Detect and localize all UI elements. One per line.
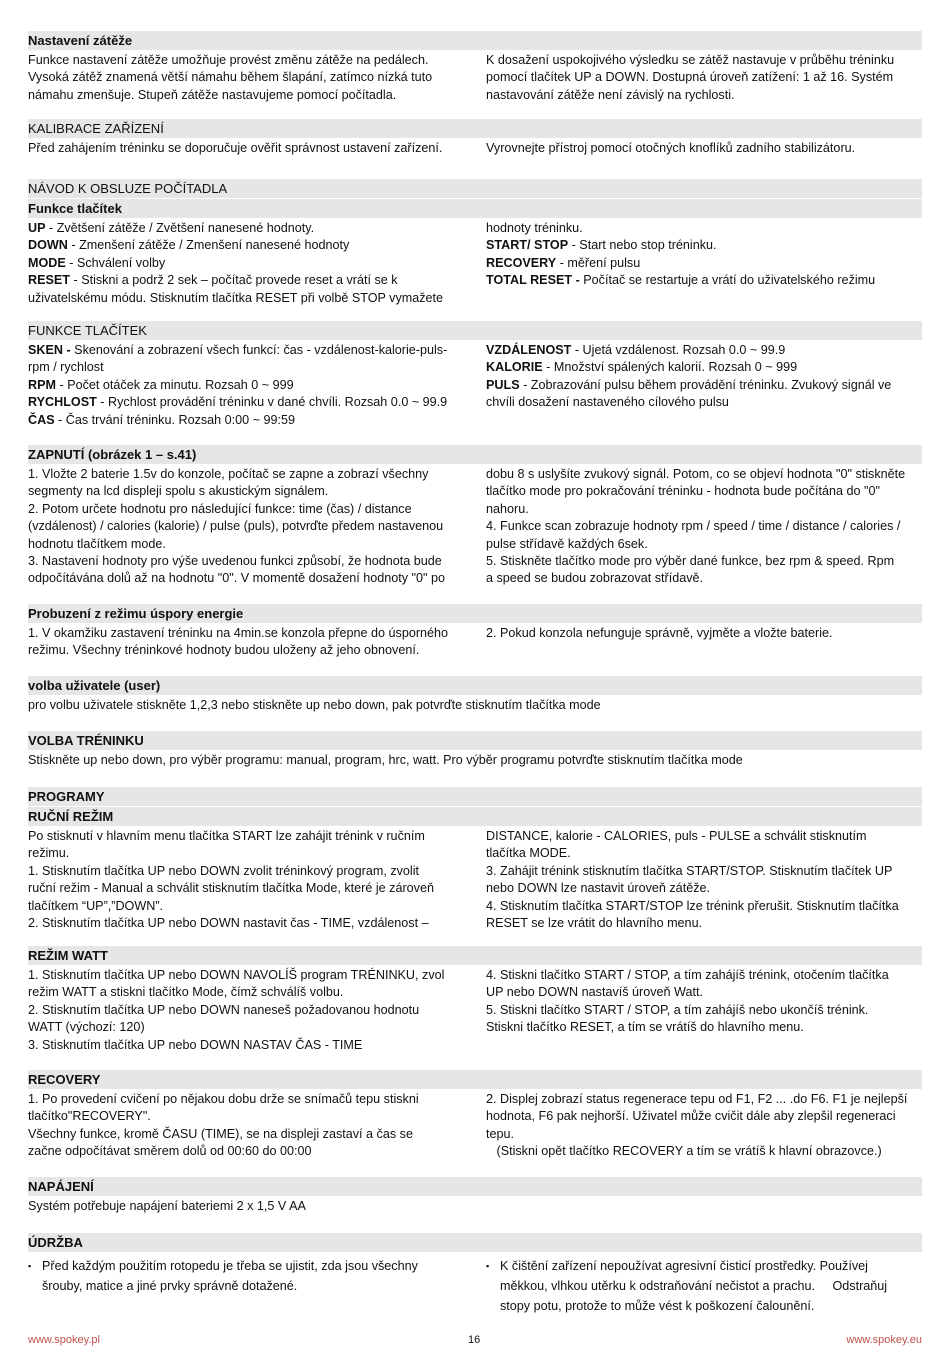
section-wake-up bbox=[28, 603, 922, 660]
key-term: START/ STOP bbox=[486, 238, 569, 253]
section-text: Stiskněte up nebo down, pro výběr programu: manual, program, hrc, watt. Pro výběr programu potvrďte stisknutím tlačítka mode bbox=[28, 753, 743, 767]
text-line: 3. Zahájit trénink stisknutím tlačítka START/STOP. Stisknutím tlačítek UP bbox=[486, 863, 893, 878]
text-line: RESET se lze vrátit do hlavního menu. bbox=[486, 916, 703, 931]
text-line bbox=[486, 272, 922, 289]
bullet-text bbox=[42, 1256, 418, 1296]
key-term: VZDÁLENOST bbox=[486, 343, 572, 357]
key-term: UP bbox=[28, 221, 46, 235]
text-line bbox=[486, 255, 922, 272]
text-line: tlačítko mode pro pokračování tréninku - hodnota bude počítána do "0" bbox=[486, 484, 881, 499]
key-term: RPM bbox=[28, 377, 56, 392]
key-desc: uživatelskému módu. Stisknutím tlačítka RESET při volbě STOP vymažete bbox=[28, 290, 444, 305]
key-term: KALORIE bbox=[486, 360, 543, 375]
text-line: šrouby, matice a jiné prvky správně dotažené. bbox=[42, 1279, 298, 1293]
section-watt-mode bbox=[28, 945, 922, 1054]
text-line: nebo DOWN lze nastavit úroveň zátěže. bbox=[486, 881, 710, 896]
text-line: DISTANCE, kalorie - CALORIES, puls - PULSE a schválit stisknutím bbox=[486, 829, 867, 843]
left-column bbox=[28, 220, 464, 307]
text-line: WATT (výchozí: 120) bbox=[28, 1020, 145, 1035]
section-heading: volba uživatele (user) bbox=[28, 676, 922, 695]
left-column bbox=[28, 342, 464, 429]
key-desc: Skenování a zobrazení všech funkcí: čas - vzdálenost-kalorie-puls- bbox=[70, 343, 448, 357]
section-text: pro volbu uživatele stiskněte 1,2,3 nebo stiskněte up nebo down, pak potvrďte stisknutím tlačítka mode bbox=[28, 698, 601, 712]
text-line: tlačítko"RECOVERY". bbox=[28, 1109, 151, 1124]
left-column bbox=[28, 140, 464, 157]
text-line: 1. Vložte 2 baterie 1.5v do konzole, počítač se zapne a zobrazí všechny bbox=[28, 467, 429, 481]
right-column bbox=[486, 140, 922, 157]
section-training-select bbox=[28, 730, 922, 769]
bullet-text bbox=[500, 1256, 887, 1316]
right-column bbox=[486, 220, 922, 307]
text-line: pomocí tlačítek UP a DOWN. Dostupná úroveň zatížení: 1 až 16. Systém bbox=[486, 70, 894, 85]
text-line bbox=[486, 237, 922, 254]
text-line: (vzdálenost) / calories (kalorie) / pulse (puls), potvrďte předem nastavenou bbox=[28, 519, 444, 534]
section-counter-manual bbox=[28, 178, 922, 307]
right-column bbox=[486, 1091, 922, 1161]
right-column bbox=[486, 967, 922, 1054]
text-line: a speed se budou zobrazovat střídavě. bbox=[486, 571, 704, 586]
section-heading: ÚDRŽBA bbox=[28, 1233, 922, 1252]
text-line: hodnota, F6 pak nejhorší. Uživatel může cvičit dále aby zlepšil regeneraci bbox=[486, 1109, 896, 1124]
text-line: (Stiskni opět tlačítko RECOVERY a tím se vrátíš k hlavní obrazovce.) bbox=[486, 1144, 882, 1159]
key-desc: - Čas trvání tréninku. Rozsah 0:00 ~ 99:59 bbox=[54, 412, 296, 427]
key-desc: - Ujetá vzdálenost. Rozsah 0.0 ~ 99.9 bbox=[571, 343, 786, 357]
left-column bbox=[28, 1091, 464, 1161]
text-line: námahu zmenšuje. Stupeň zátěže nastavujeme pomocí počítadla. bbox=[28, 87, 397, 102]
text-line: Před každým použitím rotopedu je třeba se ujistit, zda jsou všechny bbox=[42, 1259, 418, 1273]
text-line bbox=[28, 272, 464, 289]
text-line: Po stisknutí v hlavním menu tlačítka START lze zahájit trénink v ručním bbox=[28, 829, 425, 843]
text-line: 2. Stisknutím tlačítka UP nebo DOWN naneseš požadovanou hodnotu bbox=[28, 1002, 420, 1017]
text-line: režimu. Všechny tréninkové hodnoty budou uloženy až jeho obnovení. bbox=[28, 643, 420, 658]
bullet-item bbox=[486, 1256, 922, 1316]
text-line: nastavování zátěže není závislý na rychlosti. bbox=[486, 87, 735, 102]
key-desc: - Zvětšení zátěže / Zvětšení nanesené hodnoty. bbox=[45, 221, 315, 235]
section-heading: PROGRAMY bbox=[28, 787, 922, 806]
text-line bbox=[486, 342, 922, 359]
footer-link-eu[interactable]: www.spokey.eu bbox=[846, 1334, 922, 1346]
text-line bbox=[28, 255, 464, 272]
key-desc: - Zmenšení zátěže / Zmenšení nanesené hodnoty bbox=[67, 238, 350, 253]
text-line: 4. Stisknutím tlačítka START/STOP lze trénink přerušit. Stisknutím tlačítka bbox=[486, 898, 899, 913]
text-line: stopy potu, protože to může vést k poškození čalounění. bbox=[500, 1299, 815, 1313]
page-number: 16 bbox=[468, 1334, 481, 1346]
key-term: MODE bbox=[28, 255, 66, 270]
section-heading: Probuzení z režimu úspory energie bbox=[28, 604, 922, 623]
text-line: 5. Stiskněte tlačítko mode pro výběr dané funkce, bez rpm & speed. Rpm bbox=[486, 554, 895, 569]
key-term: RYCHLOST bbox=[28, 395, 97, 410]
bullet-icon: ▪ bbox=[486, 1261, 490, 1271]
key-term: TOTAL RESET - bbox=[486, 273, 580, 288]
text-line bbox=[28, 377, 464, 394]
text-line: Vysoká zátěž znamená větší námahu během šlapání, zatímco nízká tuto bbox=[28, 70, 433, 85]
text-line bbox=[28, 412, 464, 429]
text-line: 4. Funkce scan zobrazuje hodnoty rpm / speed / time / distance / calories / bbox=[486, 519, 901, 534]
key-term: SKEN - bbox=[28, 343, 71, 357]
right-column bbox=[486, 342, 922, 429]
text-line: režimu. bbox=[28, 846, 70, 861]
footer-link-pl[interactable]: www.spokey.pl bbox=[28, 1334, 100, 1346]
text-line: dobu 8 s uslyšíte zvukový signál. Potom, co se objeví hodnota "0" stiskněte bbox=[486, 467, 906, 481]
section-subheading: RUČNÍ REŽIM bbox=[28, 807, 922, 826]
text-line: K čištění zařízení nepoužívat agresivní čisticí prostředky. Používej bbox=[500, 1259, 868, 1273]
section-maintenance bbox=[28, 1232, 922, 1316]
text-line: UP nebo DOWN nastavíš úroveň Watt. bbox=[486, 985, 703, 1000]
section-user-select bbox=[28, 675, 922, 714]
text-line: 2. Potom určete hodnotu pro následující funkce: time (čas) / distance bbox=[28, 501, 412, 516]
left-column bbox=[28, 1256, 464, 1316]
text-line: Před zahájením tréninku se doporučuje ověřit správnost ustavení zařízení. bbox=[28, 141, 443, 155]
section-calibration bbox=[28, 118, 922, 157]
text-line: 4. Stiskni tlačítko START / STOP, a tím zahájíš trénink, otočením tlačítka bbox=[486, 968, 889, 982]
section-power-supply bbox=[28, 1176, 922, 1215]
key-desc: - měření pulsu bbox=[556, 255, 641, 270]
text-line: 1. Stisknutím tlačítka UP nebo DOWN zvolit tréninkový program, zvolit bbox=[28, 863, 420, 878]
text-line: 1. Po provedení cvičení po nějakou dobu drže se snímačů tepu stiskni bbox=[28, 1092, 419, 1106]
key-desc: chvíli dosažení nastaveného cílového pulsu bbox=[486, 395, 729, 410]
right-column bbox=[486, 828, 922, 932]
text-line: 5. Stiskni tlačítko START / STOP, a tím zahájíš nebo ukončíš trénink. bbox=[486, 1002, 869, 1017]
text-line: 3. Nastavení hodnoty pro výše uvedenou funkci způsobí, že hodnota bude bbox=[28, 554, 442, 569]
text-line: Všechny funkce, kromě ČASU (TIME), se na displeji zastaví a čas se bbox=[28, 1126, 413, 1141]
section-power-on bbox=[28, 444, 922, 588]
text-line: ruční režim - Manual a schválit stisknutím tlačítka Mode, které je zároveň bbox=[28, 881, 434, 896]
section-load-setting bbox=[28, 30, 922, 104]
text-line: Stiskni tlačítko RESET, a tím se vrátíš do hlavního menu. bbox=[486, 1020, 804, 1035]
text-line: režim WATT a stiskni tlačítko Mode, čímž schválíš volbu. bbox=[28, 985, 344, 1000]
key-desc: - Stiskni a podrž 2 sek – počítač provede reset a vrátí se k bbox=[70, 273, 398, 288]
key-term: RECOVERY bbox=[486, 255, 557, 270]
text-line: 2. Stisknutím tlačítka UP nebo DOWN nastavit čas - TIME, vzdálenost – bbox=[28, 916, 429, 931]
right-column bbox=[486, 625, 922, 660]
section-heading: KALIBRACE ZAŘÍZENÍ bbox=[28, 119, 922, 138]
section-heading: NÁVOD K OBSLUZE POČÍTADLA bbox=[28, 179, 922, 198]
text-line bbox=[28, 359, 464, 376]
left-column bbox=[28, 466, 464, 588]
text-line: 1. Stisknutím tlačítka UP nebo DOWN NAVOLÍŠ program TRÉNINKU, zvol bbox=[28, 968, 445, 982]
section-heading: ZAPNUTÍ (obrázek 1 – s.41) bbox=[28, 445, 922, 464]
key-desc: - Zobrazování pulsu během provádění tréninku. Zvukový signál ve bbox=[519, 377, 892, 392]
section-heading: REŽIM WATT bbox=[28, 946, 922, 965]
key-desc: - Počet otáček za minutu. Rozsah 0 ~ 999 bbox=[56, 377, 294, 392]
text-line: tepu. bbox=[486, 1126, 515, 1141]
left-column bbox=[28, 828, 464, 932]
text-line bbox=[28, 394, 464, 411]
text-line bbox=[486, 220, 922, 237]
key-desc: Počítač se restartuje a vrátí do uživatelského režimu bbox=[579, 273, 876, 288]
text-line: nahoru. bbox=[486, 501, 529, 516]
text-line: Funkce nastavení zátěže umožňuje provést změnu zátěže na pedálech. bbox=[28, 53, 429, 67]
key-desc: - Množství spálených kalorií. Rozsah 0 ~ 999 bbox=[542, 360, 798, 375]
right-column bbox=[486, 466, 922, 588]
text-line bbox=[28, 220, 464, 237]
text-line: pulse střídavě každých 6sek. bbox=[486, 536, 648, 551]
key-term: PULS bbox=[486, 377, 520, 392]
text-line: 3. Stisknutím tlačítka UP nebo DOWN NASTAV ČAS - TIME bbox=[28, 1037, 363, 1052]
section-heading: Nastavení zátěže bbox=[28, 31, 922, 50]
text-line: Vyrovnejte přístroj pomocí otočných knoflíků zadního stabilizátoru. bbox=[486, 141, 856, 155]
right-column bbox=[486, 1256, 922, 1316]
left-column bbox=[28, 967, 464, 1054]
bullet-item bbox=[28, 1256, 464, 1296]
text-line: měkkou, vlhkou utěrku k odstraňování nečistot a prachu. Odstraňuj bbox=[500, 1279, 888, 1293]
section-button-functions bbox=[28, 320, 922, 429]
text-line: 2. Displej zobrazí status regenerace tepu od F1, F2 ... .do F6. F1 je nejlepší bbox=[486, 1092, 908, 1106]
key-desc: hodnoty tréninku. bbox=[486, 221, 583, 235]
section-programs bbox=[28, 786, 922, 932]
key-desc: - Rychlost provádění tréninku v dané chvíli. Rozsah 0.0 ~ 99.9 bbox=[96, 395, 448, 410]
section-text: Systém potřebuje napájení bateriemi 2 x 1,5 V AA bbox=[28, 1199, 306, 1213]
text-line: 2. Pokud konzola nefunguje správně, vyjměte a vložte baterie. bbox=[486, 626, 833, 640]
text-line: odpočítávána dolů až na hodnotu "0". V momentě dosažení hodnoty "0" po bbox=[28, 571, 445, 586]
text-line: hodnotu tlačítkem mode. bbox=[28, 536, 166, 551]
text-line: začne odpočítávat směrem dolů od 00:60 do 00:00 bbox=[28, 1144, 312, 1159]
section-heading: VOLBA TRÉNINKU bbox=[28, 731, 922, 750]
key-term: DOWN bbox=[28, 238, 68, 253]
section-heading: RECOVERY bbox=[28, 1070, 922, 1089]
right-column bbox=[486, 52, 922, 104]
text-line: tlačítkem “UP”,”DOWN”. bbox=[28, 898, 164, 913]
text-line bbox=[486, 359, 922, 376]
section-subheading: Funkce tlačítek bbox=[28, 199, 922, 218]
bullet-icon: ▪ bbox=[28, 1261, 32, 1271]
text-line: segmenty na lcd displeji spolu s akustickým signálem. bbox=[28, 484, 329, 499]
key-desc: - Start nebo stop tréninku. bbox=[568, 238, 717, 253]
left-column bbox=[28, 625, 464, 660]
key-desc: - Schválení volby bbox=[65, 255, 166, 270]
text-line: tlačítka MODE. bbox=[486, 846, 571, 861]
key-term: ČAS bbox=[28, 412, 55, 427]
key-term: RESET bbox=[28, 273, 70, 288]
left-column bbox=[28, 52, 464, 104]
text-line bbox=[28, 342, 464, 359]
text-line bbox=[28, 237, 464, 254]
text-line bbox=[28, 290, 464, 307]
text-line: 1. V okamžiku zastavení tréninku na 4min.se konzola přepne do úsporného bbox=[28, 626, 449, 640]
key-desc: rpm / rychlost bbox=[28, 360, 104, 375]
section-heading: NAPÁJENÍ bbox=[28, 1177, 922, 1196]
text-line bbox=[486, 394, 922, 411]
section-recovery bbox=[28, 1069, 922, 1161]
text-line bbox=[486, 377, 922, 394]
text-line: K dosažení uspokojivého výsledku se zátěž nastavuje v průběhu tréninku bbox=[486, 53, 895, 67]
section-heading: FUNKCE TLAČÍTEK bbox=[28, 321, 922, 340]
